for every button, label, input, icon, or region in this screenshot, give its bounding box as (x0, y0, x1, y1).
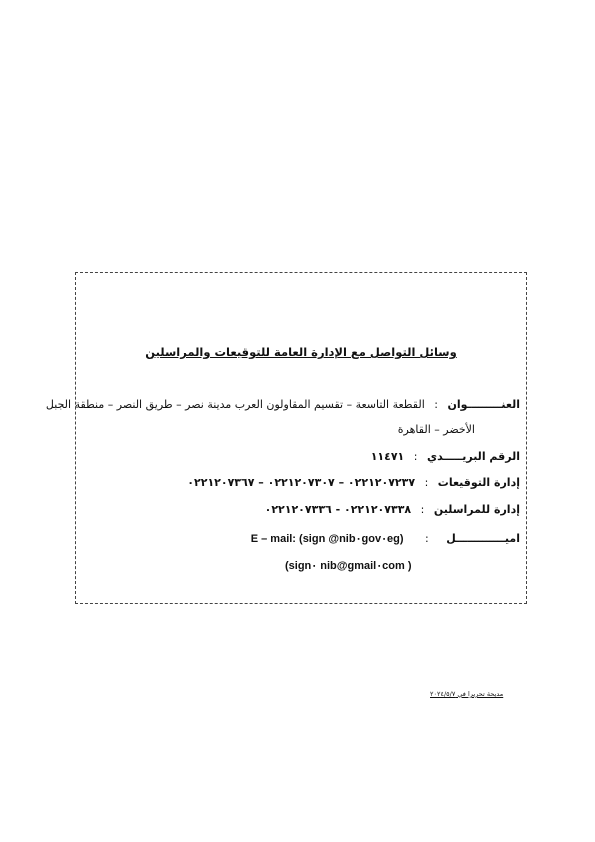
address-line1: القطعة التاسعة – تقسيم المقاولون العرب مدينة نصر – طريق النصر – منطقة الجبل (45, 398, 425, 411)
email-row-2 (285, 559, 411, 572)
postal-value: ١١٤٧١ (370, 450, 405, 463)
postal-colon: : (413, 450, 418, 463)
correspondents-dept-phones: ٠٢٢١٢٠٧٣٣٨ - ٠٢٢١٢٠٧٣٣٦ (264, 503, 412, 516)
page-title: وسائل التواصل مع الإدارة العامة للتوقيعات والمراسلين (145, 345, 457, 359)
address-row-2 (398, 423, 475, 436)
signatures-dept-phones: ٠٢٢١٢٠٧٢٣٧ – ٠٢٢١٢٠٧٣٠٧ – ٠٢٢١٢٠٧٣٦٧ (187, 476, 416, 489)
email-label: اميـــــــــــــل (446, 532, 520, 545)
footer-date-note: مديحة تحريرا في ٢٠٢٤/٥/٧ (430, 690, 504, 698)
correspondents-dept-colon: : (420, 503, 425, 516)
correspondents-dept-label: إدارة للمراسلين (433, 503, 520, 516)
address-line2: الأخضر – القاهرة (397, 423, 475, 436)
email-row (251, 532, 520, 545)
address-colon: : (434, 398, 438, 411)
signatures-dept-label: إدارة التوقيعات (437, 476, 520, 489)
address-label: العنـــــــــوان (447, 398, 520, 411)
email-address-1: E – mail: (sign @nib٠gov٠eg) (250, 533, 404, 545)
postal-label: الرقم البريـــــدي (426, 450, 520, 463)
email-colon: : (425, 532, 429, 545)
signatures-dept-colon: : (424, 476, 429, 489)
postal-row (371, 450, 520, 463)
email-address-2: (sign٠ nib@gmail٠com ) (285, 560, 412, 572)
address-row (46, 398, 520, 411)
signatures-dept-row (187, 476, 520, 489)
contact-info-box (75, 272, 527, 604)
correspondents-dept-row (265, 503, 520, 516)
